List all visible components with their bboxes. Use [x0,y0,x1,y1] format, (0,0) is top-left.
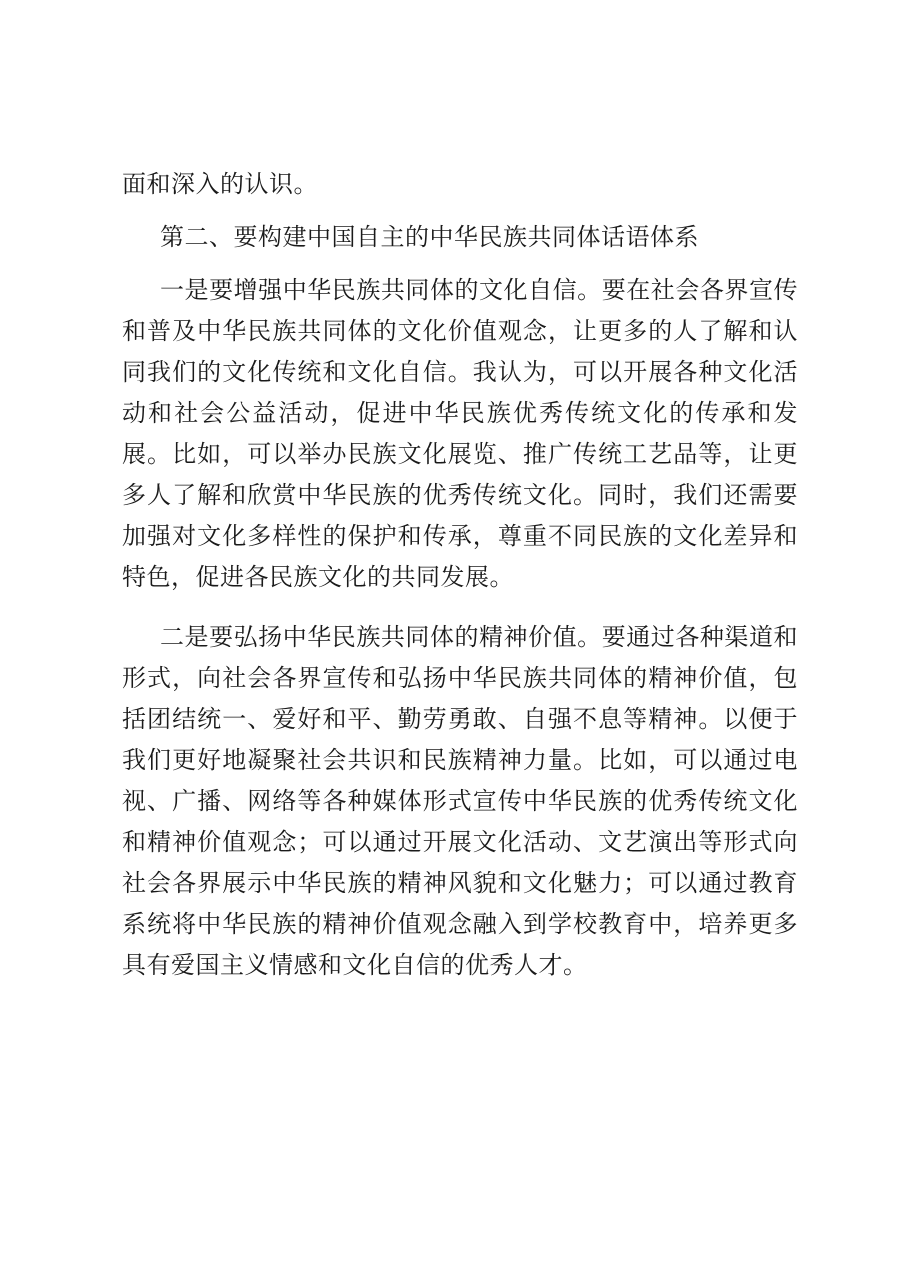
paragraph-spiritual-value: 二是要弘扬中华民族共同体的精神价值。要通过各种渠道和形式，向社会各界宣传和弘扬中华民族共同体的精神价值，包括团结统一、爱好和平、勤劳勇敢、自强不息等精神。以便于我们更好地凝聚社会共识和民族精神力量。比如，可以通过电视、广播、网络等各种媒体形式宣传中华民族的优秀传统文化和精神价值观念；可以通过开展文化活动、文艺演出等形式向社会各界展示中华民族的精神风貌和文化魅力；可以通过教育系统将中华民族的精神价值观念融入到学校教育中，培养更多具有爱国主义情感和文化自信的优秀人才。 [122,623,798,979]
section-heading: 第二、要构建中国自主的中华民族共同体话语体系 [160,223,699,251]
paragraph-continued: 面和深入的认识。 [122,170,318,198]
paragraph-cultural-confidence: 一是要增强中华民族共同体的文化自信。要在社会各界宣传和普及中华民族共同体的文化价值观念，让更多的人了解和认同我们的文化传统和文化自信。我认为，可以开展各种文化活动和社会公益活动，促进中华民族优秀传统文化的传承和发展。比如，可以举办民族文化展览、推广传统工艺品等，让更多人了解和欣赏中华民族的优秀传统文化。同时，我们还需要加强对文化多样性的保护和传承，尊重不同民族的文化差异和特色，促进各民族文化的共同发展。 [122,276,798,591]
document-body [122,164,798,986]
